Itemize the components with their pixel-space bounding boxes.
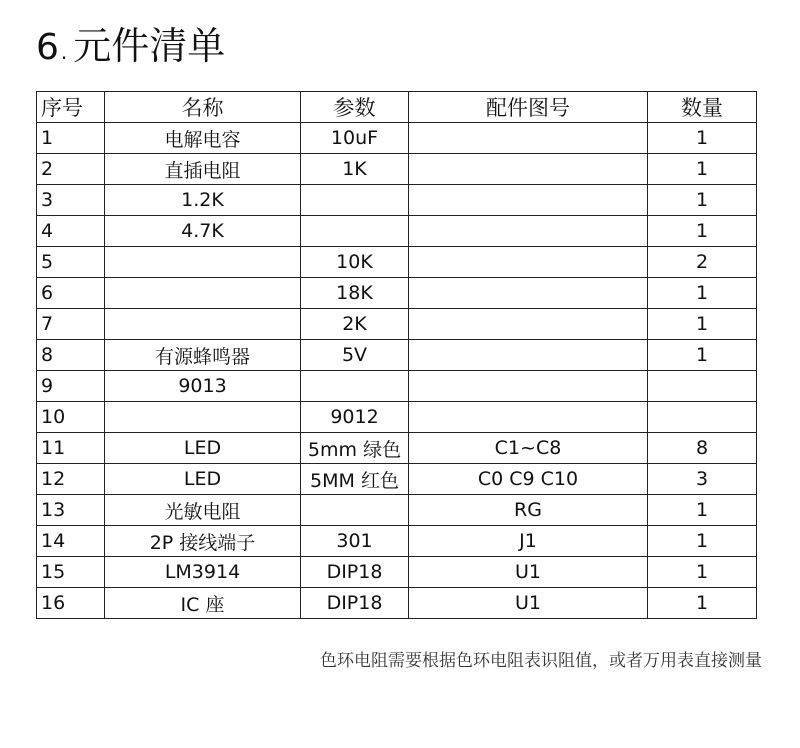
cell-param: DIP18	[301, 588, 409, 619]
cell-index: 12	[37, 464, 105, 495]
cell-ref	[409, 185, 648, 216]
cell-param	[301, 495, 409, 526]
cell-name: 光敏电阻	[105, 495, 301, 526]
cell-qty: 1	[648, 216, 757, 247]
cell-index: 11	[37, 433, 105, 464]
cell-param	[301, 185, 409, 216]
cell-name	[105, 278, 301, 309]
cell-name	[105, 247, 301, 278]
cell-index: 2	[37, 154, 105, 185]
cell-name	[105, 309, 301, 340]
cell-name: 直插电阻	[105, 154, 301, 185]
cell-index: 9	[37, 371, 105, 402]
title-number: 6	[36, 27, 59, 68]
table-row	[37, 526, 757, 557]
cell-ref: RG	[409, 495, 648, 526]
cell-name: IC 座	[105, 588, 301, 619]
cell-index: 10	[37, 402, 105, 433]
cell-qty: 1	[648, 278, 757, 309]
table-row	[37, 340, 757, 371]
cell-param: 1K	[301, 154, 409, 185]
cell-index: 1	[37, 123, 105, 154]
cell-qty: 2	[648, 247, 757, 278]
header-param: 参数	[301, 92, 409, 123]
cell-ref: U1	[409, 557, 648, 588]
title-text: 元件清单	[73, 24, 226, 68]
cell-index: 14	[37, 526, 105, 557]
header-ref: 配件图号	[409, 92, 648, 123]
header-index: 序号	[37, 92, 105, 123]
cell-index: 16	[37, 588, 105, 619]
cell-param: 18K	[301, 278, 409, 309]
cell-param: 5MM 红色	[301, 464, 409, 495]
table-row	[37, 557, 757, 588]
table-row	[37, 433, 757, 464]
cell-param: 9012	[301, 402, 409, 433]
cell-name: 9013	[105, 371, 301, 402]
cell-name: 电解电容	[105, 123, 301, 154]
cell-qty	[648, 371, 757, 402]
table-row	[37, 123, 757, 154]
table-row	[37, 495, 757, 526]
cell-param	[301, 371, 409, 402]
cell-param: 10uF	[301, 123, 409, 154]
cell-ref	[409, 154, 648, 185]
cell-name: 1.2K	[105, 185, 301, 216]
cell-param: DIP18	[301, 557, 409, 588]
title-dot: .	[60, 40, 68, 64]
cell-qty: 8	[648, 433, 757, 464]
footnote: 色环电阻需要根据色环电阻表识阻值，或者万用表直接测量	[320, 651, 762, 671]
cell-name: LM3914	[105, 557, 301, 588]
cell-ref: C1~C8	[409, 433, 648, 464]
cell-name: 有源蜂鸣器	[105, 340, 301, 371]
cell-name: LED	[105, 464, 301, 495]
table-row	[37, 278, 757, 309]
table-header-row	[37, 92, 757, 123]
cell-param: 2K	[301, 309, 409, 340]
cell-ref: U1	[409, 588, 648, 619]
table-body	[37, 123, 757, 619]
cell-ref: C0 C9 C10	[409, 464, 648, 495]
table-row	[37, 588, 757, 619]
cell-ref: J1	[409, 526, 648, 557]
cell-index: 7	[37, 309, 105, 340]
cell-name: LED	[105, 433, 301, 464]
cell-ref	[409, 123, 648, 154]
cell-param: 5V	[301, 340, 409, 371]
cell-qty: 1	[648, 495, 757, 526]
header-qty: 数量	[648, 92, 757, 123]
cell-qty: 1	[648, 154, 757, 185]
header-name: 名称	[105, 92, 301, 123]
component-list-table	[36, 91, 757, 619]
cell-qty: 1	[648, 309, 757, 340]
table-row	[37, 185, 757, 216]
cell-param: 5mm 绿色	[301, 433, 409, 464]
table-row	[37, 464, 757, 495]
cell-qty: 1	[648, 526, 757, 557]
cell-index: 4	[37, 216, 105, 247]
cell-name: 2P 接线端子	[105, 526, 301, 557]
cell-ref	[409, 278, 648, 309]
page-title	[36, 20, 225, 78]
table-row	[37, 371, 757, 402]
cell-ref	[409, 216, 648, 247]
cell-qty	[648, 402, 757, 433]
cell-ref	[409, 340, 648, 371]
cell-qty: 3	[648, 464, 757, 495]
cell-qty: 1	[648, 557, 757, 588]
cell-name: 4.7K	[105, 216, 301, 247]
cell-index: 6	[37, 278, 105, 309]
cell-name	[105, 402, 301, 433]
table-row	[37, 154, 757, 185]
cell-param: 301	[301, 526, 409, 557]
cell-index: 8	[37, 340, 105, 371]
cell-param: 10K	[301, 247, 409, 278]
cell-index: 13	[37, 495, 105, 526]
table-row	[37, 309, 757, 340]
cell-ref	[409, 309, 648, 340]
table-row	[37, 402, 757, 433]
cell-qty: 1	[648, 185, 757, 216]
cell-index: 3	[37, 185, 105, 216]
cell-ref	[409, 247, 648, 278]
cell-qty: 1	[648, 340, 757, 371]
cell-param	[301, 216, 409, 247]
cell-index: 5	[37, 247, 105, 278]
table-row	[37, 216, 757, 247]
cell-index: 15	[37, 557, 105, 588]
cell-ref	[409, 371, 648, 402]
cell-ref	[409, 402, 648, 433]
cell-qty: 1	[648, 588, 757, 619]
table-row	[37, 247, 757, 278]
cell-qty: 1	[648, 123, 757, 154]
